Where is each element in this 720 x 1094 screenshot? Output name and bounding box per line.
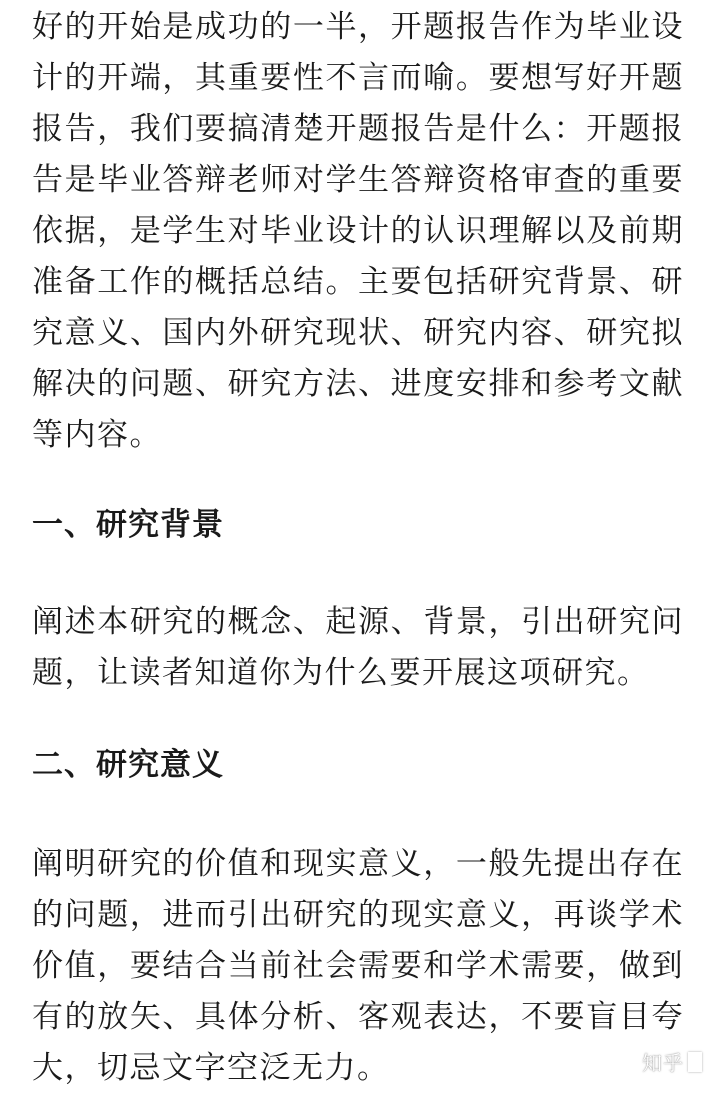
watermark-text: 知乎 <box>642 1051 684 1075</box>
section-heading-background: 一、研究背景 <box>32 507 224 543</box>
zhihu-watermark <box>642 1047 702 1076</box>
section-body-significance: 阐明研究的价值和现实意义，一般先提出存在的问题，进而引出研究的现实意义，再谈学术价值，要结合当前社会需要和学术需要，做到有的放矢、具体分析、客观表达，不要盲目夸大，切忌文字空泛无力。 <box>32 846 684 1086</box>
section-heading-significance: 二、研究意义 <box>32 747 224 783</box>
watermark-bars-icon <box>688 1052 702 1072</box>
section-body-background: 阐述本研究的概念、起源、背景，引出研究问题，让读者知道你为什么要开展这项研究。 <box>32 604 684 691</box>
intro-paragraph: 好的开始是成功的一半，开题报告作为毕业设计的开端，其重要性不言而喻。要想写好开题报告，我们要搞清楚开题报告是什么：开题报告是毕业答辩老师对学生答辩资格审查的重要依据，是学生对毕业设计的认识理解以及前期准备工作的概括总结。主要包括研究背景、研究意义、国内外研究现状、研究内容、研究拟解决的问题、研究方法、进度安排和参考文献等内容。 <box>32 9 684 453</box>
